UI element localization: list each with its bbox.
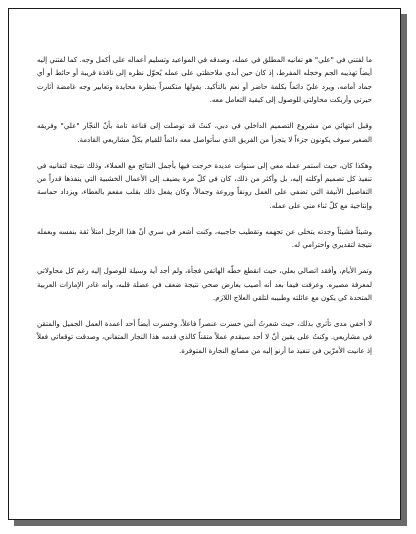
paragraph: وشيئاً فشيئاً وجدته يتخلى عن تجهمه وتقطيب حاجبيه، وكنت أشعر في سري أنّ هذا الرجل امتلأ ثقة بنفسه وبعمله نتيجة لتقديري واحترامي له. [37, 226, 372, 250]
document-body [37, 53, 372, 370]
paragraph: وهكذا كان، حيث استمر عمله معي إلى سنوات عديدة خرجت فيها بأجمل النتائج مع العملاء، وذلك نتيجة لتفانيه في تنفيذ كل تصميم أوكلته إليه، بل وأكثر من ذلك، كان في كلّ مرة يضيف إلى الأعمال الخشبية التي ينفذها قدراً من التفاصيل الأنيقة التي تضفي على العمل رونقاً وروعة وجمالاً، وكان يفعل ذلك بقلب مفعم بالعطاء، ويزداد حماسة وإنتاجية مع كلّ ثناء مني على عمله. [37, 160, 372, 210]
paragraph: ما لفتني في "علي" هو تفانيه المطلق في عمله، وصدقه في المواعيد وتسليم أعماله على أكمل وجه. كما لفتني إليه أيضاً تهذيبه الجم وخجله المفرط، إذ كان حين أبدي ملاحظتي على عمله يُحوّل نظره إلى نافذة قريبة أو حائط أو أي جماد أمامه، ويرد عليّ دائماً بكلمة حاضر أو نعم بالتأكيد. يقولها متكسراً بنظرة محايدة وتعابير وجه غامضة أثارت حيرتي وأربكت محاولتي للوصول إلى كيفية التعامل معه. [37, 55, 372, 105]
paragraph: وقبل انتهائي من مشروع التصميم الداخلي في دبي، كنتُ قد توصلت إلى قناعة تامة بأنّ النجّار "علي" وفريقه الصغير سوف يكونون جزءاً لا يتجزأ من الفريق الذي سأتواصل معه دائماً للقيام بكلّ مشاريعي القادمة. [37, 121, 372, 144]
paragraph: وتمر الأيام، وأفقد اتصالي بعلي، حيث انقطع خطّه الهاتفي فجأة، ولم أجد أية وسيلة للوصول إليه رغم كل محاولاتي لمعرفة مصيره. وعرفت فيما بعد أنه أصيب بعارض صحي نتيجة ضعف في عضلة قلبه، وأنه غادر الإمارات العربية المتحدة كي يكون مع عائلته وطبيبه لتلقي العلاج اللازم. [37, 266, 372, 303]
paragraph: لا أخفي مدى تأثري بذلك، حيث شعرتُ أنني خسرت عنصراً فاعلاً، وخسرت أيضاً أحد أعمدة العمل الجميل والمتقن في مشاريعي. وكنتُ على يقين أنّ لا أحد سيقدم عملاً متقناً كالذي قدمه هذا النجار المتفاني، وصدقت توقعاتي فعلاً إذ عانيت الأمرّين في تنفيذ ما أرنو إليه من مصانع النجارة المتوفرة. [37, 319, 372, 355]
page-sheet [8, 8, 401, 520]
